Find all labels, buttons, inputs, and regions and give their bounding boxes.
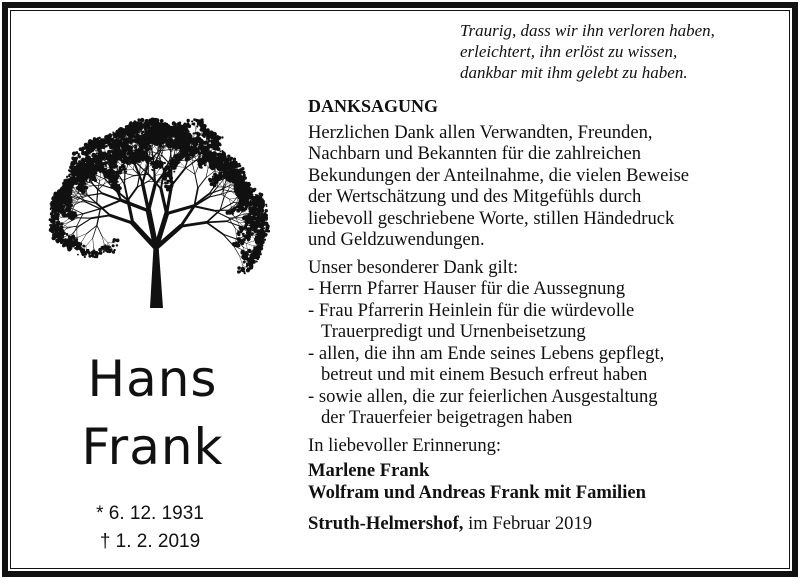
place: Struth-Helmershof, — [308, 513, 464, 534]
family-name: Wolfram und Andreas Frank mit Familien — [308, 481, 646, 503]
thanks-title: DANKSAGUNG — [308, 96, 439, 116]
thanks-list-item: Trauerpredigt und Urnenbeisetzung — [321, 321, 586, 342]
date: im Februar 2019 — [463, 513, 593, 534]
birth-date: * 6. 12. 1931 — [96, 503, 204, 524]
place-date — [308, 513, 778, 535]
last-name: Frank — [81, 418, 224, 476]
first-name: Hans — [87, 350, 218, 408]
thanks-section — [308, 96, 778, 535]
thanks-line: und Geldzuwendungen. — [308, 229, 485, 250]
life-dates — [70, 500, 230, 556]
thanks-line: liebevoll geschriebene Worte, stillen Händedruck — [308, 207, 675, 229]
thanks-line: Bekundungen der Anteilnahme, die vielen Beweise — [308, 164, 690, 186]
thanks-list-item: betreut und mit einem Besuch erfreut haben — [321, 364, 648, 385]
thanks-line: der Wertschätzung und des Mitgefühls durch — [308, 186, 642, 207]
special-thanks-intro: Unser besonderer Dank gilt: — [308, 256, 519, 278]
verse-line: erleichtert, ihn erlöst zu wissen, — [460, 42, 678, 61]
death-date: † 1. 2. 2019 — [99, 531, 201, 552]
thanks-list-item: - Herrn Pfarrer Hauser für die Aussegnung — [308, 278, 626, 299]
thanks-list-item: - sowie allen, die zur feierlichen Ausgestaltung — [308, 385, 658, 407]
verse-line: dankbar mit ihm gelebt zu haben. — [460, 63, 688, 82]
thanks-line: Herzlichen Dank allen Verwandten, Freunden, — [308, 121, 653, 143]
family-name: Marlene Frank — [308, 460, 430, 481]
thanks-line: Nachbarn und Bekannten für die zahlreichen — [308, 143, 641, 164]
verse-line: Traurig, dass wir ihn verloren haben, — [460, 21, 715, 40]
tree-icon — [18, 88, 286, 308]
remembrance: In liebevoller Erinnerung: — [308, 434, 502, 456]
deceased-name — [40, 345, 265, 481]
verse — [460, 20, 780, 83]
thanks-list-item: - Frau Pfarrerin Heinlein für die würdevolle — [308, 299, 635, 321]
thanks-list-item: - allen, die ihn am Ende seines Lebens gepflegt, — [308, 342, 665, 364]
thanks-list-item: der Trauerfeier beigetragen haben — [321, 407, 573, 428]
